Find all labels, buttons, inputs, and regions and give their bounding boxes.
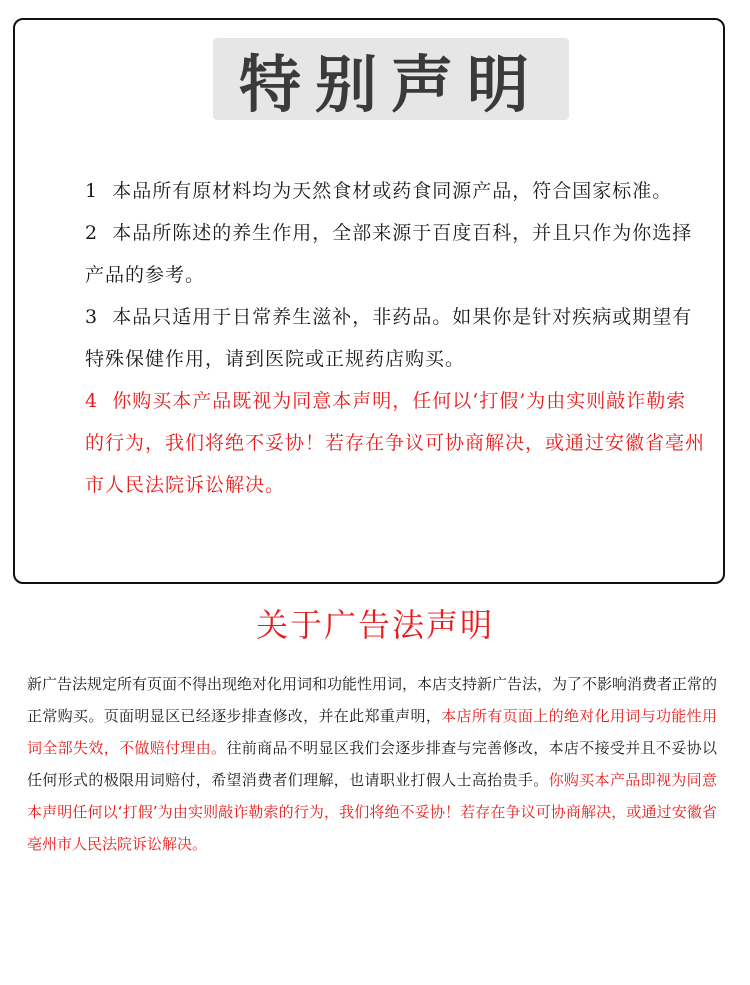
notice-highlight: 你购买本产品即视为同意本声明任何以‘打假’为由实则敲诈勒索的行为，我们将绝不妥协！若存在争议可协商解决，或通过安徽省亳州市人民法院诉讼解决。 [27,771,717,853]
clause-1 [85,170,705,212]
notice-text: 新广告法规定所有页面不得出现绝对化用词和功能性用词，本店支持新广告法，为了不影响消费者正常的正常购买。页面明显区已经逐步排查修改，并在此郑重声明， [27,675,718,725]
clause-text: 本品所有原材料均为天然食材或药食同源产品，符合国家标准。 [112,180,673,202]
notice-highlight: 本店所有页面上的绝对化用词与功能性用词全部失效，不做赔付理由。 [27,707,717,757]
special-statement-title: 特别声明 [238,47,543,121]
clause-4 [85,380,705,506]
clause-number: 4 [85,390,99,412]
special-statement-box [13,18,725,584]
clause-2 [85,212,705,296]
clause-3 [85,296,705,380]
clause-text: 你购买本产品既视为同意本声明，任何以‘打假’为由实则敲诈勒索的行为，我们将绝不妥协！若存在争议可协商解决，或通过安徽省亳州市人民法院诉讼解决。 [85,390,706,496]
special-statement-banner [213,38,569,120]
clause-number: 3 [85,306,99,328]
statement-clauses [85,170,705,506]
clause-text: 本品只适用于日常养生滋补，非药品。如果你是针对疾病或期望有特殊保健作用，请到医院或正规药店购买。 [85,306,693,370]
clause-text: 本品所陈述的养生作用，全部来源于百度百科，并且只作为你选择产品的参考。 [85,222,693,286]
clause-number: 2 [85,222,99,244]
ad-law-notice [27,668,717,860]
ad-law-title: 关于广告法声明 [255,606,494,644]
notice-text: 往前商品不明显区我们会逐步排查与完善修改，本店不接受并且不妥协以任何形式的极限用词赔付，希望消费者们理解，也请职业打假人士高抬贵手。 [27,739,717,789]
clause-number: 1 [85,180,99,202]
